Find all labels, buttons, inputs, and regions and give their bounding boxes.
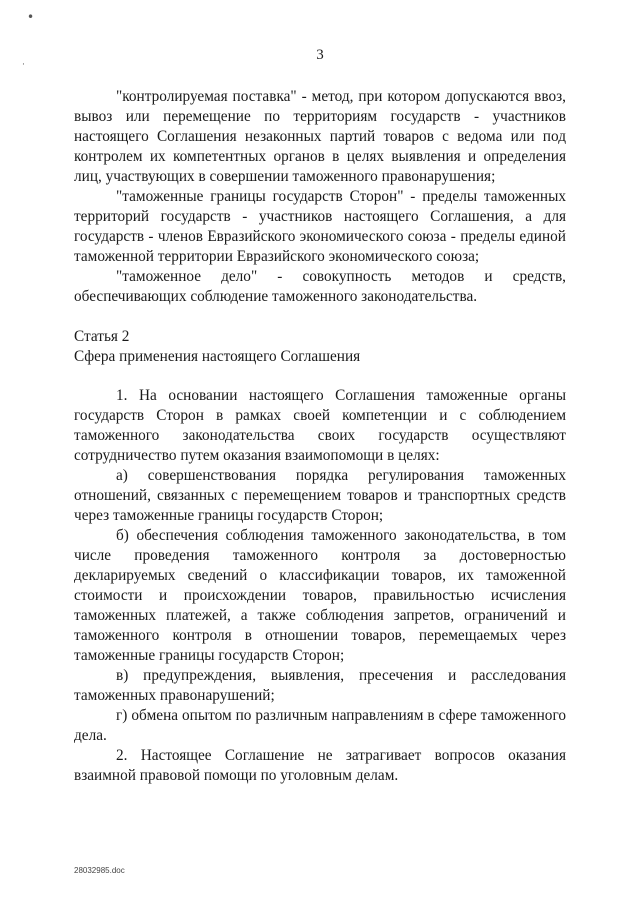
definition-customs-affairs: "таможенное дело" - совокупность методов и средств, обеспечивающих соблюдение таможенного законодательства. xyxy=(74,268,566,305)
definition-controlled-delivery: "контролируемая поставка" - метод, при котором допускаются ввоз, вывоз или перемещение по территориям государств - участников настоящего Соглашения незаконных партий товаров с ведома или под контролем их компетентных органов в целях выявления и определения лиц, участвующих в совершении таможенного правонарушения; xyxy=(74,88,566,185)
definition-customs-borders: "таможенные границы государств Сторон" - пределы таможенных территорий государств - участников настоящего Соглашения, а для государств - членов Евразийского экономического союза - пределы единой таможенной территории Евразийского экономического союза; xyxy=(74,188,566,265)
page-number: 3 xyxy=(316,47,324,63)
article-paragraph-2: 2. Настоящее Соглашение не затрагивает вопросов оказания взаимной правовой помощи по уголовным делам. xyxy=(74,747,566,784)
article-number: Статья 2 xyxy=(74,328,130,345)
footer-filename: 28032985.doc xyxy=(74,866,125,875)
scan-mark-top: • xyxy=(27,10,35,24)
article-item-g: г) обмена опытом по различным направлениям в сфере таможенного дела. xyxy=(74,707,566,744)
document-body xyxy=(74,87,566,786)
article-paragraph-1: 1. На основании настоящего Соглашения таможенные органы государств Сторон в рамках своей компетенции и с соблюдением таможенного законодательства своих государств осуществляют сотрудничество путем оказания взаимопомощи в целях: xyxy=(74,387,566,464)
article-item-v: в) предупреждения, выявления, пресечения и расследования таможенных правонарушений; xyxy=(74,667,566,704)
scan-mark-side: · xyxy=(22,60,25,70)
article-item-a: а) совершенствования порядка регулирования таможенных отношений, связанных с перемещением товаров и транспортных средств через таможенные границы государств Сторон; xyxy=(74,467,566,524)
article-title: Сфера применения настоящего Соглашения xyxy=(74,348,361,365)
article-item-b: б) обеспечения соблюдения таможенного законодательства, в том числе проведения таможенного контроля за достоверностью декларируемых сведений о классификации товаров, их таможенной стоимости и происхождении товаров, правильностью исчисления таможенных платежей, а также соблюдения запретов, ограничений и таможенного контроля в отношении товаров, перемещаемых через таможенные границы государств Сторон; xyxy=(74,527,566,664)
